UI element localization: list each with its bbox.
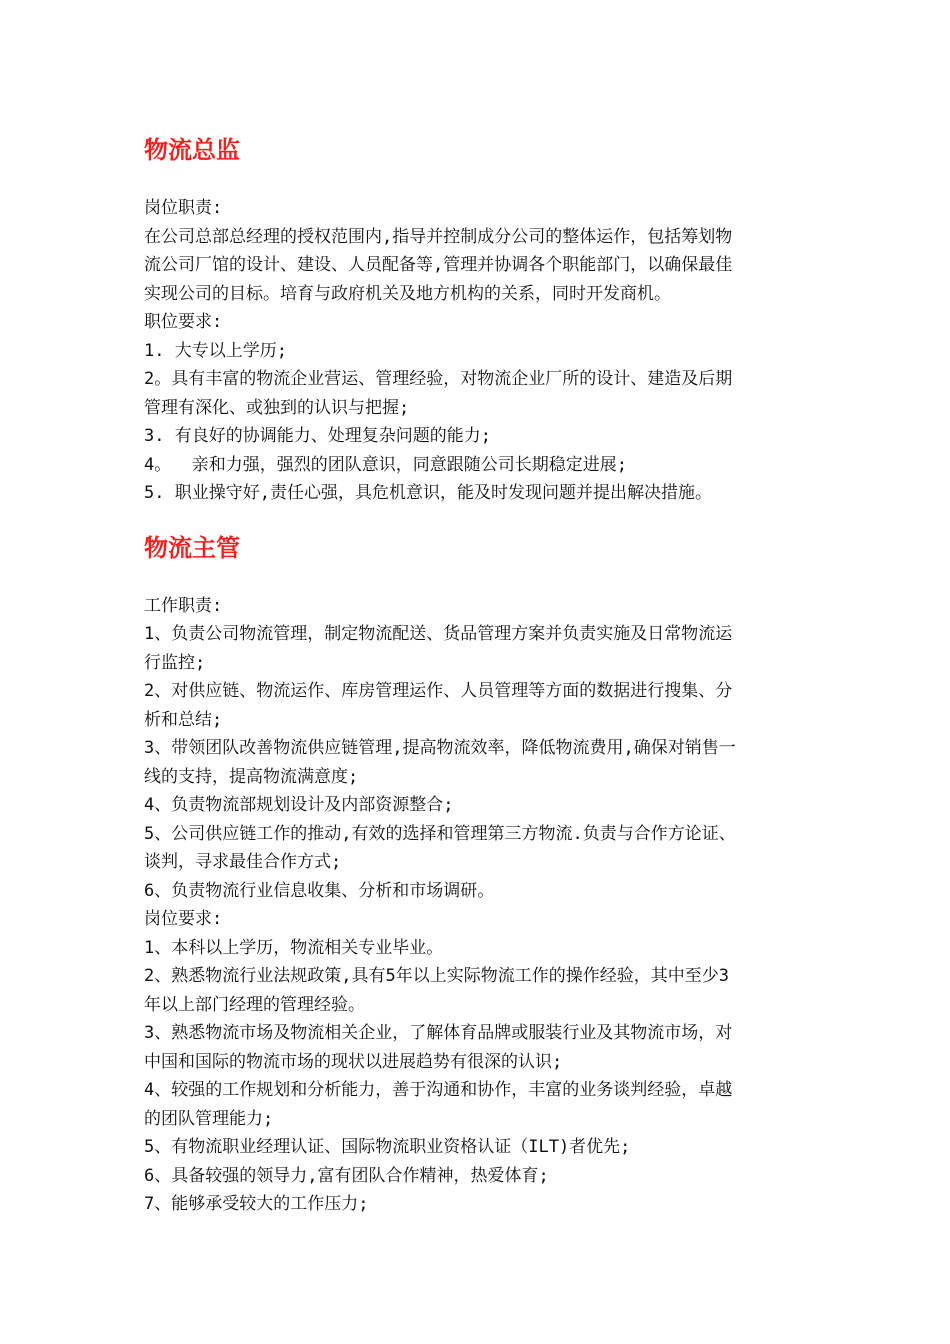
body-line: 1、本科以上学历，物流相关专业毕业。: [144, 937, 444, 958]
body-line: 3. 有良好的协调能力、处理复杂问题的能力;: [144, 426, 491, 446]
body-line: 1、负责公司物流管理，制定物流配送、货品管理方案并负责实施及日常物流运: [144, 624, 733, 644]
body-line: 2、对供应链、物流运作、库房管理运作、人员管理等方面的数据进行搜集、分: [144, 681, 733, 701]
body-line: 5、有物流职业经理认证、国际物流职业资格认证（ILT)者优先;: [144, 1137, 631, 1157]
body-line: 5. 职业操守好,责任心强，具危机意识，能及时发现问题并提出解决措施。: [144, 483, 712, 503]
body-line: 6、具备较强的领导力,富有团队合作精神，热爱体育;: [144, 1165, 549, 1186]
section-title-logistics-director: 物流总监: [144, 135, 240, 164]
section-title-logistics-supervisor: 物流主管: [144, 532, 240, 562]
body-line: 行监控;: [144, 652, 206, 673]
body-line: 岗位职责:: [144, 198, 223, 218]
section-body-logistics-director: [144, 194, 812, 508]
body-line: 3、熟悉物流市场及物流相关企业，了解体育品牌或服装行业及其物流市场，对: [144, 1023, 733, 1043]
body-line: 析和总结;: [144, 709, 223, 730]
body-line: 7、能够承受较大的工作压力;: [144, 1194, 369, 1214]
body-line: 工作职责:: [144, 595, 223, 616]
body-line: 中国和国际的物流市场的现状以进展趋势有很深的认识;: [144, 1051, 563, 1072]
body-line: 1. 大专以上学历;: [144, 340, 287, 361]
body-line: 实现公司的目标。培育与政府机关及地方机构的关系，同时开发商机。: [144, 283, 671, 304]
body-line: 3、带领团队改善物流供应链管理,提高物流效率，降低物流费用,确保对销售一: [144, 738, 736, 758]
section-body-logistics-supervisor: [144, 592, 812, 1219]
body-line: 4、负责物流部规划设计及内部资源整合;: [144, 795, 454, 815]
body-line: 年以上部门经理的管理经验。: [144, 994, 365, 1015]
body-line: 管理有深化、或独到的认识与把握;: [144, 397, 410, 418]
body-line: 4。 亲和力强，强烈的团队意识，同意跟随公司长期稳定进展;: [144, 454, 627, 475]
body-line: 线的支持，提高物流满意度;: [144, 766, 359, 787]
body-line: 4、较强的工作规划和分析能力，善于沟通和协作，丰富的业务谈判经验，卓越: [144, 1080, 733, 1100]
body-line: 岗位要求:: [144, 909, 223, 929]
body-line: 职位要求:: [144, 312, 223, 332]
body-line: 2。具有丰富的物流企业营运、管理经验，对物流企业厂所的设计、建造及后期: [144, 369, 733, 389]
body-line: 的团队管理能力;: [144, 1108, 274, 1129]
body-line: 2、熟悉物流行业法规政策,具有5年以上实际物流工作的操作经验，其中至少3: [144, 966, 729, 986]
document-page: [144, 128, 812, 1219]
body-line: 在公司总部总经理的授权范围内,指导并控制成分公司的整体运作，包括筹划物: [144, 226, 733, 247]
body-line: 5、公司供应链工作的推动,有效的选择和管理第三方物流.负责与合作方论证、: [144, 823, 736, 844]
body-line: 6、负责物流行业信息收集、分析和市场调研。: [144, 880, 495, 901]
body-line: 谈判，寻求最佳合作方式;: [144, 852, 342, 872]
body-line: 流公司厂馆的设计、建设、人员配备等,管理并协调各个职能部门，以确保最佳: [144, 255, 733, 275]
